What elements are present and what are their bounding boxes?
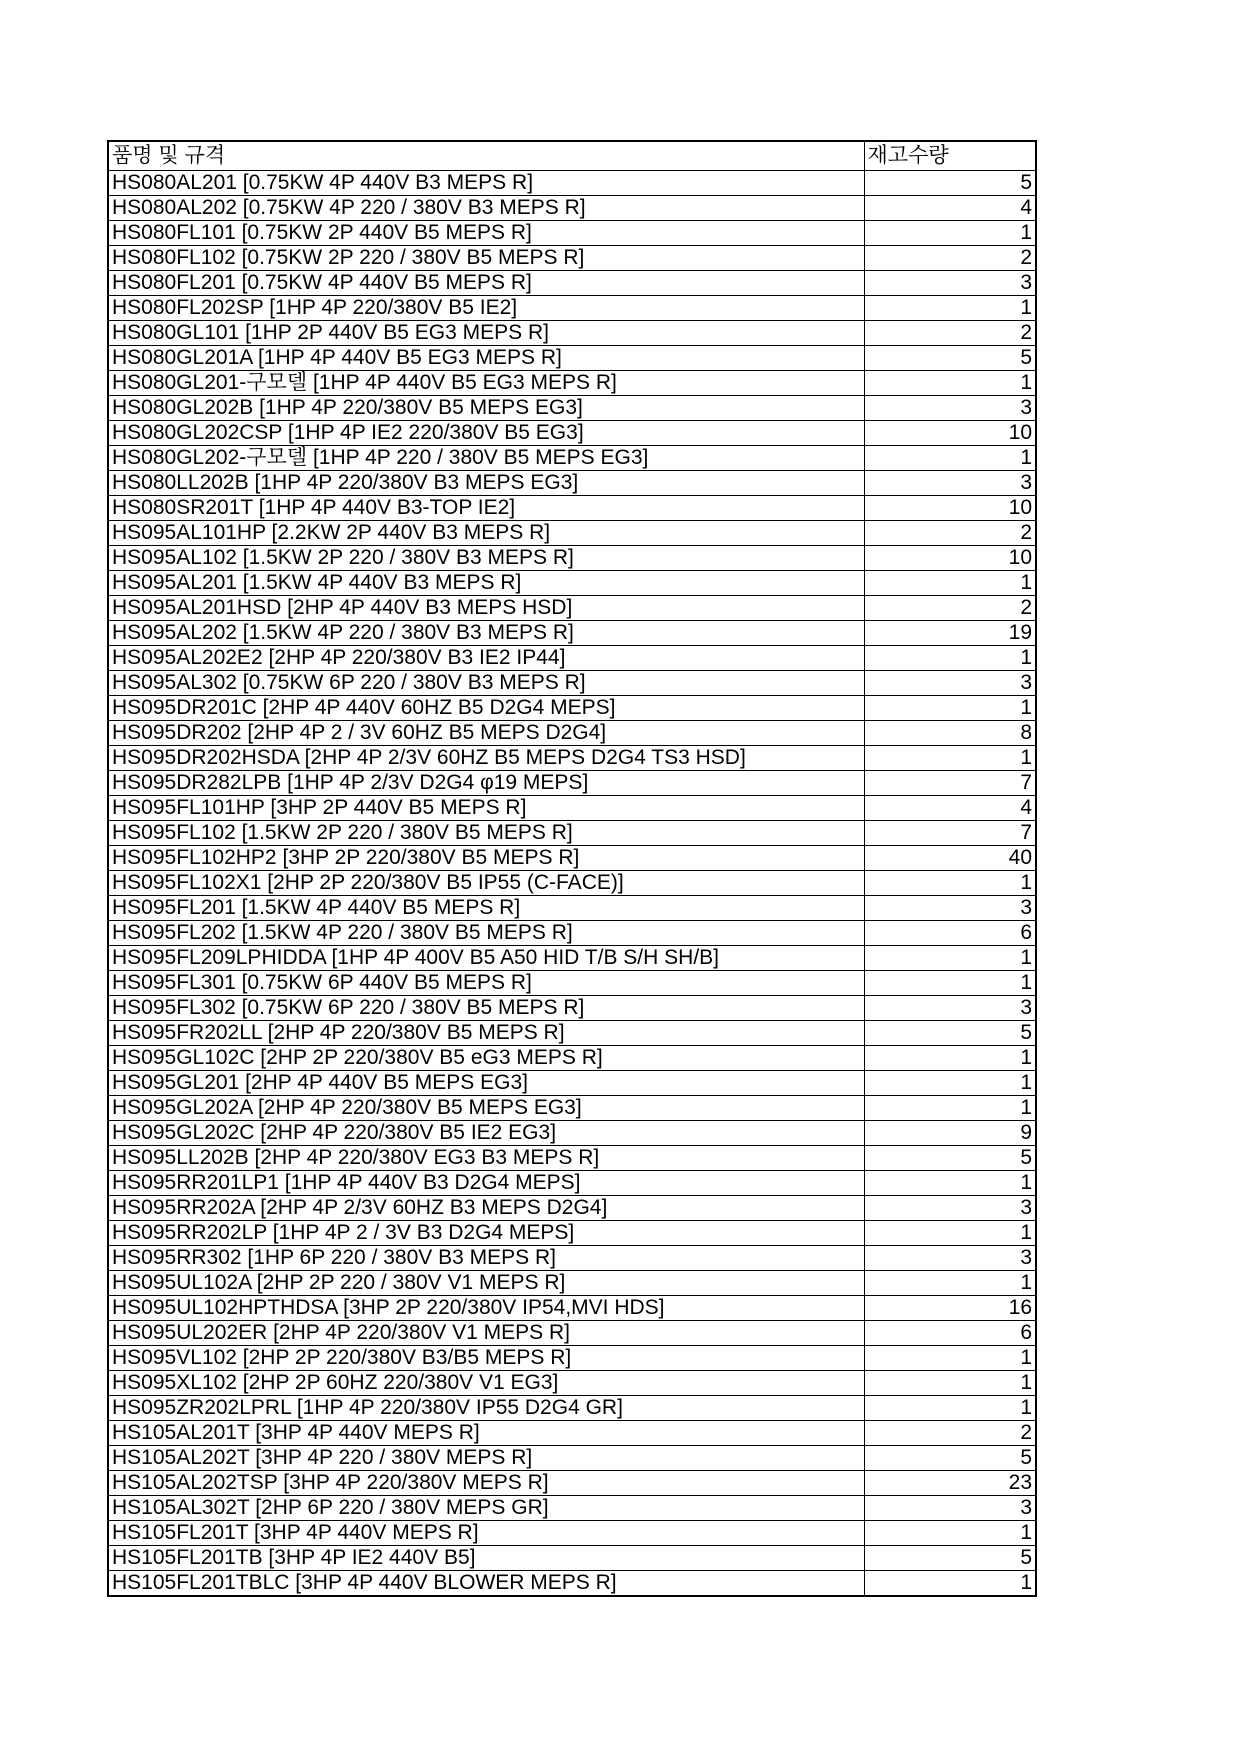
table-row (108, 1520, 1036, 1545)
inventory-table (107, 140, 1037, 1597)
item-name-cell: HS095FL302 [0.75KW 6P 220 / 380V B5 MEPS R] (108, 995, 864, 1020)
item-name-cell: HS095AL102 [1.5KW 2P 220 / 380V B3 MEPS R] (108, 545, 864, 570)
header-stock-qty: 재고수량 (864, 141, 1036, 170)
table-row (108, 1320, 1036, 1345)
table-header (108, 141, 1036, 170)
item-name-cell: HS095DR202HSDA [2HP 4P 2/3V 60HZ B5 MEPS D2G4 TS3 HSD] (108, 745, 864, 770)
table-row (108, 745, 1036, 770)
item-name-cell: HS095DR201C [2HP 4P 440V 60HZ B5 D2G4 MEPS] (108, 695, 864, 720)
table-row (108, 995, 1036, 1020)
stock-qty-cell: 2 (864, 520, 1036, 545)
item-name-cell: HS095ZR202LPRL [1HP 4P 220/380V IP55 D2G4 GR] (108, 1395, 864, 1420)
table-row (108, 1445, 1036, 1470)
item-name-cell: HS105AL201T [3HP 4P 440V MEPS R] (108, 1420, 864, 1445)
stock-qty-cell: 1 (864, 1045, 1036, 1070)
stock-qty-cell: 1 (864, 1070, 1036, 1095)
stock-qty-cell: 5 (864, 1020, 1036, 1045)
table-row (108, 1220, 1036, 1245)
stock-qty-cell: 5 (864, 1145, 1036, 1170)
table-row (108, 270, 1036, 295)
item-name-cell: HS080FL102 [0.75KW 2P 220 / 380V B5 MEPS R] (108, 245, 864, 270)
item-name-cell: HS095RR201LP1 [1HP 4P 440V B3 D2G4 MEPS] (108, 1170, 864, 1195)
stock-qty-cell: 4 (864, 795, 1036, 820)
table-row (108, 1420, 1036, 1445)
item-name-cell: HS095GL102C [2HP 2P 220/380V B5 eG3 MEPS R] (108, 1045, 864, 1070)
item-name-cell: HS095AL202 [1.5KW 4P 220 / 380V B3 MEPS R] (108, 620, 864, 645)
table-row (108, 570, 1036, 595)
stock-qty-cell: 10 (864, 545, 1036, 570)
table-row (108, 1270, 1036, 1295)
stock-qty-cell: 1 (864, 1095, 1036, 1120)
item-name-cell: HS095UL202ER [2HP 4P 220/380V V1 MEPS R] (108, 1320, 864, 1345)
table-row (108, 870, 1036, 895)
item-name-cell: HS095FL102 [1.5KW 2P 220 / 380V B5 MEPS R] (108, 820, 864, 845)
stock-qty-cell: 5 (864, 1445, 1036, 1470)
item-name-cell: HS095FL202 [1.5KW 4P 220 / 380V B5 MEPS R] (108, 920, 864, 945)
stock-qty-cell: 4 (864, 195, 1036, 220)
stock-qty-cell: 6 (864, 920, 1036, 945)
stock-qty-cell: 1 (864, 695, 1036, 720)
item-name-cell: HS080GL202B [1HP 4P 220/380V B5 MEPS EG3] (108, 395, 864, 420)
item-name-cell: HS095UL102HPTHDSA [3HP 2P 220/380V IP54,MVI HDS] (108, 1295, 864, 1320)
item-name-cell: HS105FL201TBLC [3HP 4P 440V BLOWER MEPS R] (108, 1570, 864, 1596)
table-row (108, 320, 1036, 345)
table-row (108, 395, 1036, 420)
table-row (108, 345, 1036, 370)
item-name-cell: HS095GL202A [2HP 4P 220/380V B5 MEPS EG3] (108, 1095, 864, 1120)
stock-qty-cell: 5 (864, 1545, 1036, 1570)
item-name-cell: HS095FR202LL [2HP 4P 220/380V B5 MEPS R] (108, 1020, 864, 1045)
item-name-cell: HS095UL102A [2HP 2P 220 / 380V V1 MEPS R] (108, 1270, 864, 1295)
stock-qty-cell: 23 (864, 1470, 1036, 1495)
stock-qty-cell: 3 (864, 1195, 1036, 1220)
header-item-name: 품명 및 규격 (108, 141, 864, 170)
item-name-cell: HS080GL202-구모델 [1HP 4P 220 / 380V B5 MEPS EG3] (108, 445, 864, 470)
stock-qty-cell: 1 (864, 645, 1036, 670)
table-row (108, 670, 1036, 695)
table-row (108, 970, 1036, 995)
table-row (108, 1095, 1036, 1120)
stock-qty-cell: 1 (864, 870, 1036, 895)
stock-qty-cell: 2 (864, 595, 1036, 620)
table-row (108, 1245, 1036, 1270)
table-row (108, 920, 1036, 945)
item-name-cell: HS105FL201T [3HP 4P 440V MEPS R] (108, 1520, 864, 1545)
stock-qty-cell: 3 (864, 395, 1036, 420)
item-name-cell: HS080LL202B [1HP 4P 220/380V B3 MEPS EG3] (108, 470, 864, 495)
table-row (108, 695, 1036, 720)
stock-qty-cell: 1 (864, 970, 1036, 995)
stock-qty-cell: 1 (864, 370, 1036, 395)
stock-qty-cell: 9 (864, 1120, 1036, 1145)
table-row (108, 1495, 1036, 1520)
table-row (108, 370, 1036, 395)
table-row (108, 595, 1036, 620)
item-name-cell: HS095LL202B [2HP 4P 220/380V EG3 B3 MEPS R] (108, 1145, 864, 1170)
header-row (108, 141, 1036, 170)
table-row (108, 520, 1036, 545)
stock-qty-cell: 7 (864, 820, 1036, 845)
item-name-cell: HS105FL201TB [3HP 4P IE2 440V B5] (108, 1545, 864, 1570)
item-name-cell: HS095DR202 [2HP 4P 2 / 3V 60HZ B5 MEPS D2G4] (108, 720, 864, 745)
table-row (108, 1020, 1036, 1045)
stock-qty-cell: 2 (864, 1420, 1036, 1445)
table-row (108, 295, 1036, 320)
table-row (108, 1370, 1036, 1395)
stock-qty-cell: 1 (864, 1345, 1036, 1370)
item-name-cell: HS080GL201-구모델 [1HP 4P 440V B5 EG3 MEPS R] (108, 370, 864, 395)
table-row (108, 195, 1036, 220)
stock-qty-cell: 3 (864, 670, 1036, 695)
table-row (108, 845, 1036, 870)
stock-qty-cell: 1 (864, 1520, 1036, 1545)
item-name-cell: HS095AL101HP [2.2KW 2P 440V B3 MEPS R] (108, 520, 864, 545)
item-name-cell: HS095XL102 [2HP 2P 60HZ 220/380V V1 EG3] (108, 1370, 864, 1395)
table-row (108, 220, 1036, 245)
item-name-cell: HS095VL102 [2HP 2P 220/380V B3/B5 MEPS R] (108, 1345, 864, 1370)
item-name-cell: HS080FL101 [0.75KW 2P 440V B5 MEPS R] (108, 220, 864, 245)
table-row (108, 1070, 1036, 1095)
item-name-cell: HS080GL201A [1HP 4P 440V B5 EG3 MEPS R] (108, 345, 864, 370)
table-row (108, 620, 1036, 645)
stock-qty-cell: 1 (864, 1170, 1036, 1195)
table-row (108, 720, 1036, 745)
stock-qty-cell: 8 (864, 720, 1036, 745)
table-row (108, 245, 1036, 270)
item-name-cell: HS105AL202TSP [3HP 4P 220/380V MEPS R] (108, 1470, 864, 1495)
stock-qty-cell: 5 (864, 345, 1036, 370)
stock-qty-cell: 19 (864, 620, 1036, 645)
stock-qty-cell: 3 (864, 1245, 1036, 1270)
item-name-cell: HS095DR282LPB [1HP 4P 2/3V D2G4 φ19 MEPS] (108, 770, 864, 795)
stock-qty-cell: 3 (864, 1495, 1036, 1520)
table-row (108, 820, 1036, 845)
item-name-cell: HS105AL302T [2HP 6P 220 / 380V MEPS GR] (108, 1495, 864, 1520)
item-name-cell: HS095FL209LPHIDDA [1HP 4P 400V B5 A50 HID T/B S/H SH/B] (108, 945, 864, 970)
stock-qty-cell: 3 (864, 470, 1036, 495)
stock-qty-cell: 7 (864, 770, 1036, 795)
item-name-cell: HS080GL202CSP [1HP 4P IE2 220/380V B5 EG3] (108, 420, 864, 445)
table-row (108, 1195, 1036, 1220)
item-name-cell: HS095FL201 [1.5KW 4P 440V B5 MEPS R] (108, 895, 864, 920)
table-row (108, 1345, 1036, 1370)
table-row (108, 1470, 1036, 1495)
stock-qty-cell: 40 (864, 845, 1036, 870)
table-row (108, 545, 1036, 570)
stock-qty-cell: 1 (864, 445, 1036, 470)
table-row (108, 1045, 1036, 1070)
item-name-cell: HS095AL201HSD [2HP 4P 440V B3 MEPS HSD] (108, 595, 864, 620)
stock-qty-cell: 10 (864, 420, 1036, 445)
stock-qty-cell: 1 (864, 1570, 1036, 1596)
stock-qty-cell: 1 (864, 1270, 1036, 1295)
table-body (108, 170, 1036, 1596)
item-name-cell: HS095AL302 [0.75KW 6P 220 / 380V B3 MEPS R] (108, 670, 864, 695)
table-row (108, 420, 1036, 445)
stock-qty-cell: 1 (864, 1220, 1036, 1245)
item-name-cell: HS080AL202 [0.75KW 4P 220 / 380V B3 MEPS R] (108, 195, 864, 220)
table-row (108, 1570, 1036, 1596)
item-name-cell: HS095FL102X1 [2HP 2P 220/380V B5 IP55 (C-FACE)] (108, 870, 864, 895)
stock-qty-cell: 1 (864, 745, 1036, 770)
stock-qty-cell: 1 (864, 295, 1036, 320)
stock-qty-cell: 3 (864, 995, 1036, 1020)
item-name-cell: HS080GL101 [1HP 2P 440V B5 EG3 MEPS R] (108, 320, 864, 345)
item-name-cell: HS095GL201 [2HP 4P 440V B5 MEPS EG3] (108, 1070, 864, 1095)
stock-qty-cell: 2 (864, 245, 1036, 270)
table-row (108, 645, 1036, 670)
table-row (108, 445, 1036, 470)
stock-qty-cell: 2 (864, 320, 1036, 345)
table-row (108, 470, 1036, 495)
table-row (108, 795, 1036, 820)
item-name-cell: HS080AL201 [0.75KW 4P 440V B3 MEPS R] (108, 170, 864, 195)
stock-qty-cell: 10 (864, 495, 1036, 520)
stock-qty-cell: 16 (864, 1295, 1036, 1320)
item-name-cell: HS105AL202T [3HP 4P 220 / 380V MEPS R] (108, 1445, 864, 1470)
item-name-cell: HS095FL101HP [3HP 2P 440V B5 MEPS R] (108, 795, 864, 820)
item-name-cell: HS095RR302 [1HP 6P 220 / 380V B3 MEPS R] (108, 1245, 864, 1270)
item-name-cell: HS080SR201T [1HP 4P 440V B3-TOP IE2] (108, 495, 864, 520)
item-name-cell: HS095RR202LP [1HP 4P 2 / 3V B3 D2G4 MEPS] (108, 1220, 864, 1245)
item-name-cell: HS095RR202A [2HP 4P 2/3V 60HZ B3 MEPS D2G4] (108, 1195, 864, 1220)
table-row (108, 1295, 1036, 1320)
table-row (108, 945, 1036, 970)
table-row (108, 1170, 1036, 1195)
stock-qty-cell: 1 (864, 1395, 1036, 1420)
table-row (108, 495, 1036, 520)
table-row (108, 895, 1036, 920)
stock-qty-cell: 3 (864, 270, 1036, 295)
table-row (108, 770, 1036, 795)
table-row (108, 170, 1036, 195)
table-row (108, 1145, 1036, 1170)
item-name-cell: HS080FL202SP [1HP 4P 220/380V B5 IE2] (108, 295, 864, 320)
item-name-cell: HS095AL201 [1.5KW 4P 440V B3 MEPS R] (108, 570, 864, 595)
stock-qty-cell: 1 (864, 570, 1036, 595)
item-name-cell: HS095AL202E2 [2HP 4P 220/380V B3 IE2 IP44] (108, 645, 864, 670)
table-row (108, 1545, 1036, 1570)
stock-qty-cell: 1 (864, 220, 1036, 245)
stock-qty-cell: 3 (864, 895, 1036, 920)
stock-qty-cell: 1 (864, 945, 1036, 970)
stock-qty-cell: 5 (864, 170, 1036, 195)
item-name-cell: HS095FL301 [0.75KW 6P 440V B5 MEPS R] (108, 970, 864, 995)
item-name-cell: HS080FL201 [0.75KW 4P 440V B5 MEPS R] (108, 270, 864, 295)
stock-qty-cell: 6 (864, 1320, 1036, 1345)
stock-qty-cell: 1 (864, 1370, 1036, 1395)
item-name-cell: HS095GL202C [2HP 4P 220/380V B5 IE2 EG3] (108, 1120, 864, 1145)
item-name-cell: HS095FL102HP2 [3HP 2P 220/380V B5 MEPS R] (108, 845, 864, 870)
table-row (108, 1120, 1036, 1145)
table-row (108, 1395, 1036, 1420)
